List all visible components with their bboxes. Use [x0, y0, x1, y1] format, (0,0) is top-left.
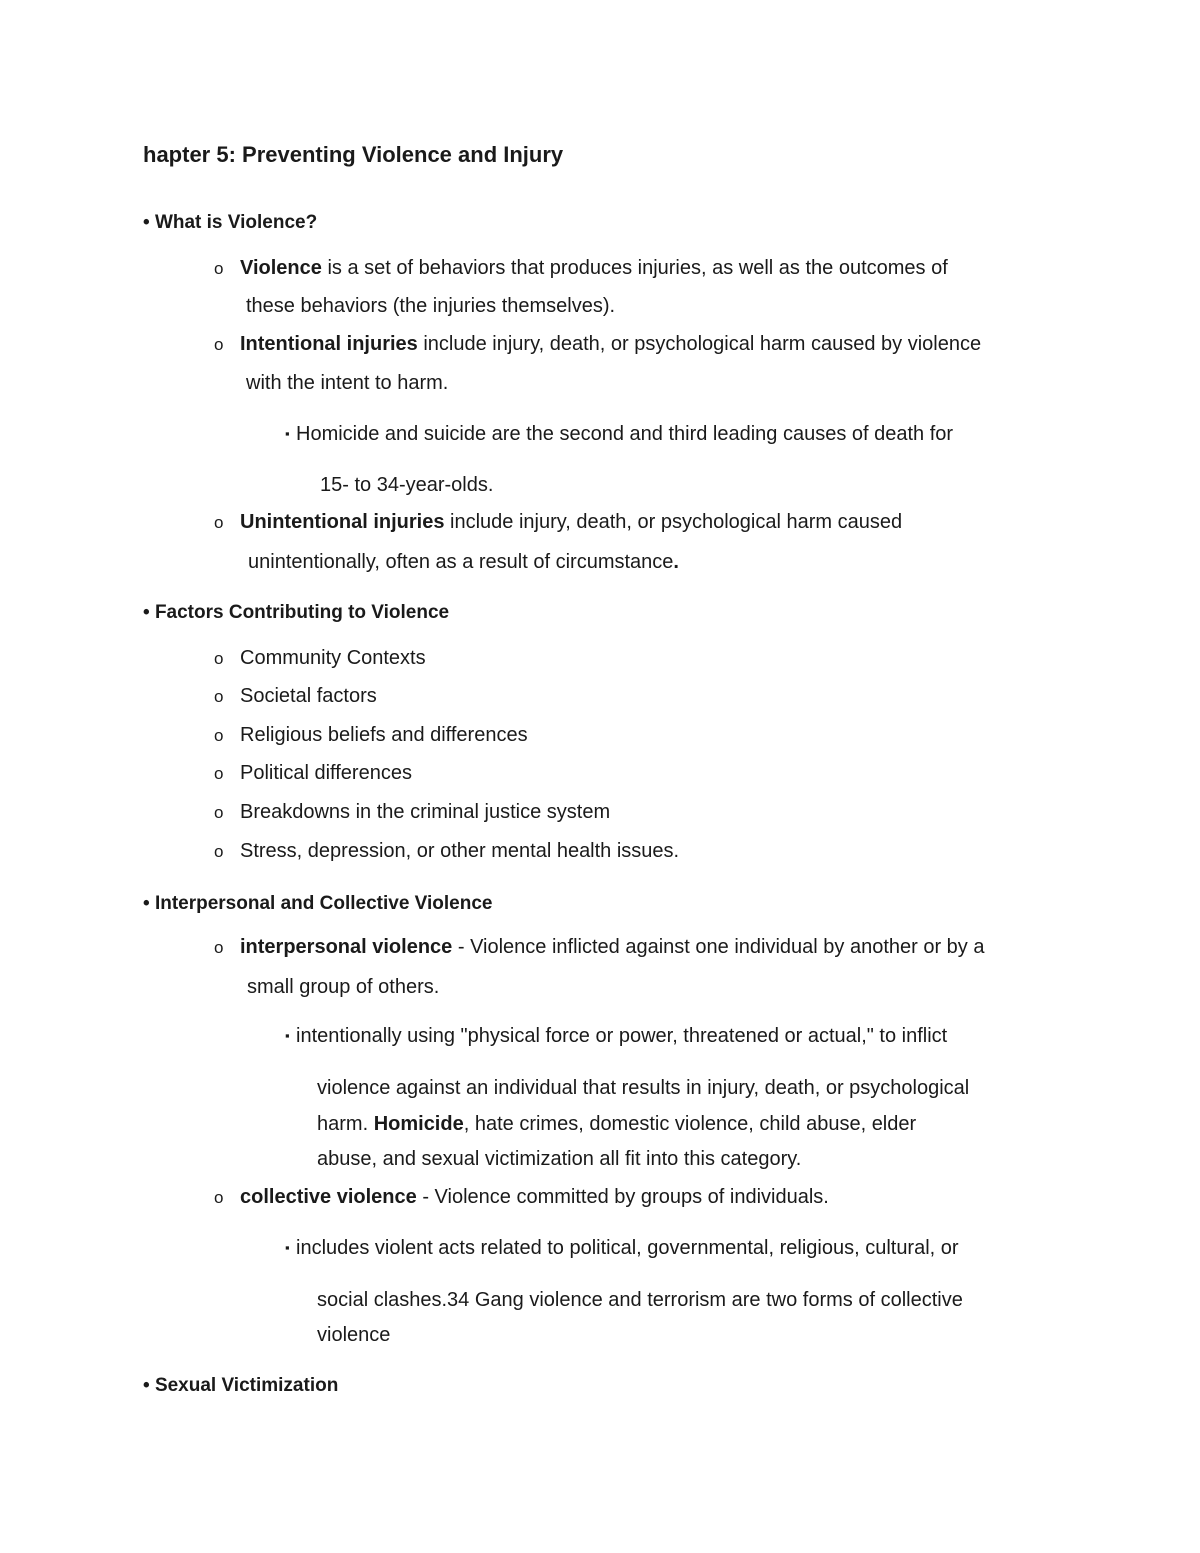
sub-list-item: includes violent acts related to political, governmental, religious, cultural, or: [296, 1237, 959, 1259]
page-title: hapter 5: Preventing Violence and Injury: [143, 142, 564, 167]
bullet-icon: o: [214, 649, 224, 668]
bullet-icon: o: [214, 938, 224, 957]
list-item: Community Contexts: [240, 647, 426, 669]
term-label: Unintentional injuries: [240, 511, 445, 533]
definition-continuation: [248, 550, 679, 574]
term-label: collective violence: [240, 1186, 417, 1208]
definition-text: include injury, death, or psychological harm caused by violence: [417, 333, 982, 355]
section-heading-factors: [143, 601, 449, 625]
list-item: [240, 510, 902, 534]
bullet-icon: •: [143, 602, 150, 623]
bullet-icon: •: [143, 893, 150, 914]
bullet-icon: o: [214, 513, 224, 532]
bullet-icon: ▪: [285, 1028, 290, 1043]
list-item: [240, 935, 984, 959]
list-item: Religious beliefs and differences: [240, 724, 528, 746]
sub-list-continuation: violence: [317, 1324, 391, 1346]
list-item: [240, 256, 948, 280]
section-heading-label: Sexual Victimization: [154, 1375, 339, 1396]
section-heading-what-is-violence: [143, 211, 317, 235]
list-item: [240, 332, 981, 356]
sub-list-item: intentionally using "physical force or power, threatened or actual," to inflict: [296, 1025, 948, 1047]
definition-text: - Violence committed by groups of individuals.: [416, 1186, 829, 1208]
sub-list-continuation: 15- to 34-year-olds.: [320, 474, 494, 496]
bullet-icon: •: [143, 1375, 150, 1396]
section-heading-sexual-victimization: [143, 1374, 338, 1398]
section-heading-label: Factors Contributing to Violence: [154, 602, 450, 623]
note-text: harm.: [317, 1113, 374, 1135]
bullet-icon: o: [214, 259, 224, 278]
bullet-icon: o: [214, 1188, 224, 1207]
bullet-icon: o: [214, 842, 224, 861]
definition-continuation: these behaviors (the injuries themselves).: [246, 295, 616, 317]
sub-list-continuation: abuse, and sexual victimization all fit into this category.: [317, 1148, 802, 1170]
bullet-icon: o: [214, 764, 224, 783]
bullet-icon: ▪: [285, 1240, 290, 1255]
list-item: Stress, depression, or other mental health issues.: [240, 840, 680, 862]
period-mark: .: [673, 551, 679, 573]
sub-list-continuation: violence against an individual that results in injury, death, or psychological: [317, 1077, 970, 1099]
list-item: Political differences: [240, 762, 412, 784]
list-item: Societal factors: [240, 685, 377, 707]
list-item: [240, 1185, 829, 1209]
definition-text: is a set of behaviors that produces injuries, as well as the outcomes of: [321, 257, 948, 279]
bullet-icon: o: [214, 726, 224, 745]
sub-list-continuation: social clashes.34 Gang violence and terrorism are two forms of collective: [317, 1289, 963, 1311]
definition-text: - Violence inflicted against one individual by another or by a: [452, 936, 985, 958]
sub-list-continuation: [317, 1112, 916, 1136]
term-label: Violence: [240, 257, 322, 279]
list-item: Breakdowns in the criminal justice system: [240, 801, 611, 823]
bullet-icon: o: [214, 803, 224, 822]
bullet-icon: •: [143, 212, 150, 233]
section-heading-label: Interpersonal and Collective Violence: [154, 893, 493, 914]
section-heading-label: What is Violence?: [154, 212, 318, 233]
term-label: Intentional injuries: [240, 333, 418, 355]
section-heading-interpersonal-collective: [143, 892, 492, 916]
definition-text: include injury, death, or psychological harm caused: [444, 511, 903, 533]
term-label: Homicide: [373, 1113, 464, 1135]
note-text: , hate crimes, domestic violence, child abuse, elder: [463, 1113, 917, 1135]
bullet-icon: o: [214, 687, 224, 706]
definition-text: unintentionally, often as a result of circumstance: [248, 551, 674, 573]
definition-continuation: small group of others.: [247, 976, 440, 998]
definition-continuation: with the intent to harm.: [246, 372, 449, 394]
bullet-icon: ▪: [285, 426, 290, 441]
sub-list-item: Homicide and suicide are the second and third leading causes of death for: [296, 423, 954, 445]
term-label: interpersonal violence: [240, 936, 453, 958]
bullet-icon: o: [214, 335, 224, 354]
